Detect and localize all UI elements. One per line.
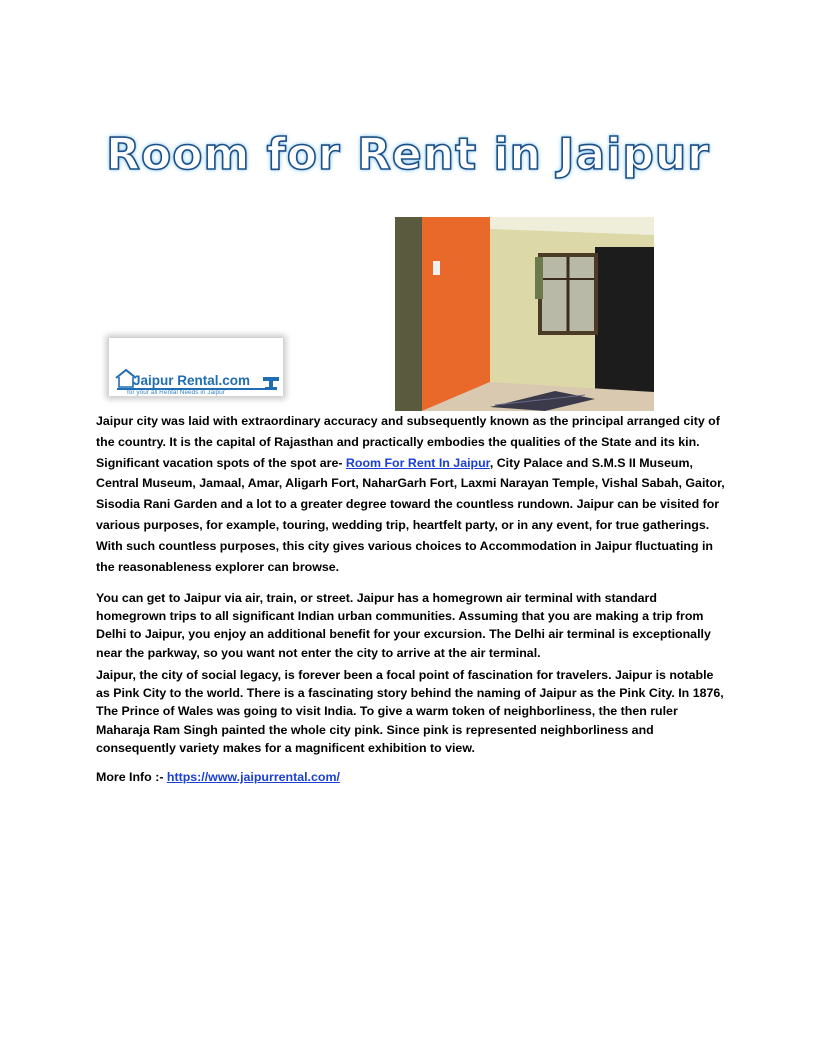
website-link[interactable]: https://www.jaipurrental.com/ <box>166 770 340 784</box>
jaipur-rental-logo <box>109 338 283 396</box>
more-info <box>96 768 340 786</box>
room-photo <box>395 217 654 411</box>
paragraph-2: You can get to Jaipur via air, train, or street. Jaipur has a homegrown air terminal with standard homegrown trips to all significant Indian urban communities. Assuming that you are making a trip from Delhi to Jaipur, you enjoy an additional benefit for your excursion. The Delhi air terminal is exceptionally near the parkway, so you want not enter the city to arrive at the air terminal. <box>96 591 711 660</box>
more-info-label: More Info :- <box>96 770 167 784</box>
gavel-icon <box>262 376 280 390</box>
paragraph-3: Jaipur, the city of social legacy, is forever been a focal point of fascination for travelers. Jaipur is notable as Pink City to the world. There is a fascinating story behind the naming of Jaipur as the Pink City. In 1876, The Prince of Wales was going to visit India. To give a warm token of neighborliness, the then ruler Maharaja Ram Singh painted the whole city pink. Since pink is represented neighborliness and consequently variety makes for a magnificent exhibition to view. <box>96 668 724 755</box>
paragraph-1-text-start: Jaipur city was laid with extraordinary accuracy and subsequently known as the principal arranged city of the country. It is the capital of Rajasthan and practically embodies the qualities of the State and its kin. Significant vacation spots of the spot are- <box>96 414 720 470</box>
paragraph-1-text-end: , City Palace and S.M.S II Museum, Central Museum, Jamaal, Amar, Aligarh Fort, NaharGarh Fort, Laxmi Narayan Temple, Vishal Sabah, Gaitor, Sisodia Rani Garden and a lot to a greater degree toward the countless rundown. Jaipur can be visited for various purposes, for example, touring, wedding trip, heartfelt party, or in any event, for true gatherings. With such countless purposes, this city gives various choices to Accommodation in Jaipur fluctuating in the reasonableness explorer can browse. <box>96 455 725 574</box>
room-for-rent-link[interactable]: Room For Rent In Jaipur <box>345 455 490 470</box>
logo-text: Jaipur Rental.com <box>133 373 251 388</box>
page-title: Room for Rent in Jaipur <box>106 129 710 181</box>
paragraph-1 <box>96 411 726 577</box>
logo-tagline: for your all Rental Needs in Jaipur <box>127 389 225 396</box>
